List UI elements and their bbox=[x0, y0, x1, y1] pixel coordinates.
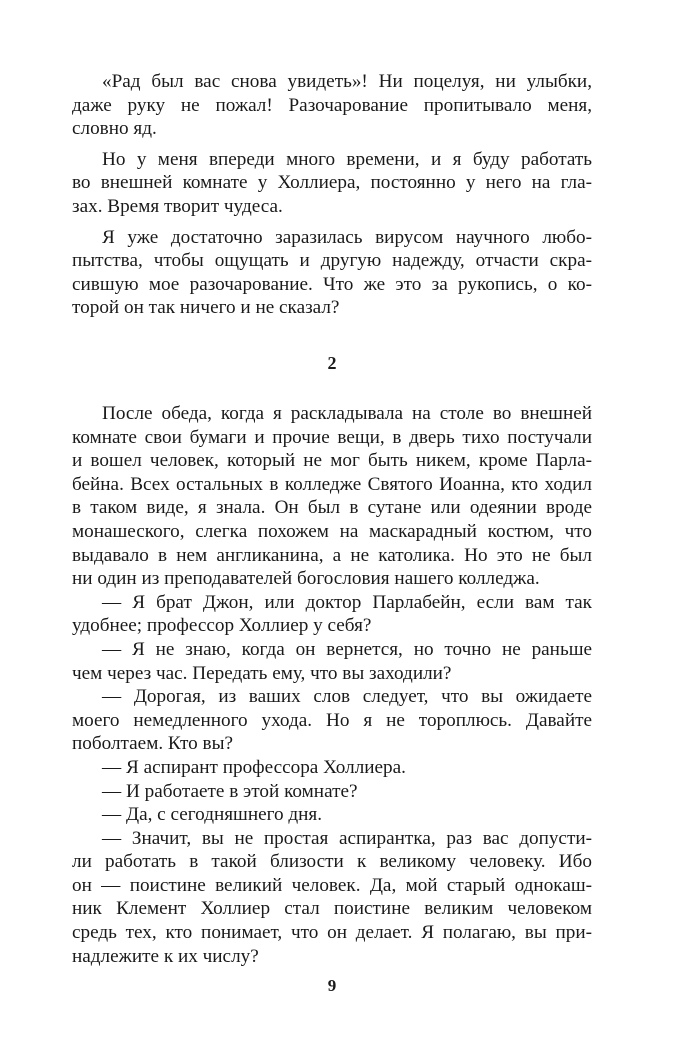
dialogue-paragraph bbox=[72, 827, 592, 969]
text-line: выдавало в нем англиканина, а не католика. Но это не был bbox=[72, 544, 592, 566]
text-line: и вошел человек, который не мог быть никем, кроме Парла- bbox=[72, 450, 592, 472]
paragraph bbox=[72, 402, 592, 591]
text-line: поболтаем. Кто вы? bbox=[72, 733, 233, 755]
text-line: бейна. Всех остальных в колледже Святого Иоанна, кто ходил bbox=[72, 473, 592, 495]
dialogue-paragraph bbox=[72, 638, 592, 685]
text-line: средь тех, кто понимает, что он делает. Я полагаю, вы при- bbox=[72, 922, 592, 944]
text-line: Я уже достаточно заразилась вирусом научного любо- bbox=[102, 226, 592, 248]
text-line: сившую мое разочарование. Что же это за рукопись, о ко- bbox=[72, 273, 592, 295]
text-line: он — поистине великий человек. Да, мой старый однокаш- bbox=[72, 874, 592, 896]
dialogue-paragraph bbox=[72, 803, 592, 827]
paragraph bbox=[72, 70, 592, 141]
text-line: даже руку не пожал! Разочарование пропитывало меня, bbox=[72, 94, 592, 116]
dialogue-paragraph bbox=[72, 591, 592, 638]
dialogue-paragraph bbox=[72, 780, 592, 804]
text-line: — Я брат Джон, или доктор Парлабейн, если вам так bbox=[102, 591, 592, 613]
text-line: — И работаете в этой комнате? bbox=[102, 780, 358, 802]
text-line: После обеда, когда я раскладывала на столе во внешней bbox=[102, 403, 592, 424]
dialogue-paragraph bbox=[72, 756, 592, 780]
text-line: в таком виде, я знала. Он был в сутане или одеянии вроде bbox=[72, 497, 592, 519]
chapter-number: 2 bbox=[327, 353, 337, 373]
text-line: комнате свои бумаги и прочие вещи, в дверь тихо постучали bbox=[72, 426, 592, 448]
text-line: пытства, чтобы ощущать и другую надежду, отчасти скра- bbox=[72, 250, 592, 272]
text-line: ник Клемент Холлиер стал поистине великим человеком bbox=[72, 898, 592, 920]
text-line: — Значит, вы не простая аспирантка, раз вас допусти- bbox=[102, 827, 592, 849]
text-line: Но у меня впереди много времени, и я буду работать bbox=[102, 148, 592, 170]
text-line: — Я аспирант профессора Холлиера. bbox=[102, 756, 406, 778]
text-line: во внешней комнате у Холлиера, постоянно у него на гла- bbox=[72, 172, 592, 194]
text-line: словно яд. bbox=[72, 118, 157, 140]
text-line: «Рад был вас снова увидеть»! Ни поцелуя, ни улыбки, bbox=[102, 71, 592, 92]
page-number: 9 bbox=[327, 976, 337, 995]
text-line: удобнее; профессор Холлиер у себя? bbox=[72, 615, 372, 637]
text-line: моего немедленного ухода. Но я не тороплюсь. Давайте bbox=[72, 709, 592, 731]
text-line: торой он так ничего и не сказал? bbox=[72, 297, 340, 319]
text-line: — Да, с сегодняшнего дня. bbox=[102, 804, 323, 826]
text-line: зах. Время творит чудеса. bbox=[72, 195, 283, 217]
paragraph bbox=[72, 148, 592, 219]
paragraph bbox=[72, 226, 592, 320]
text-line: монашеского, слегка похожем на маскарадный костюм, что bbox=[72, 520, 592, 542]
text-section-bottom bbox=[72, 402, 592, 968]
text-line: ни один из преподавателей богословия нашего колледжа. bbox=[72, 568, 540, 590]
text-line: — Я не знаю, когда он вернется, но точно не раньше bbox=[102, 638, 592, 660]
text-line: надлежите к их числу? bbox=[72, 945, 259, 967]
text-section-top bbox=[72, 70, 592, 320]
text-line: — Дорогая, из ваших слов следует, что вы ожидаете bbox=[102, 686, 592, 708]
book-page bbox=[72, 70, 592, 995]
dialogue-paragraph bbox=[72, 685, 592, 756]
text-line: чем через час. Передать ему, что вы заходили? bbox=[72, 662, 452, 684]
text-line: ли работать в такой близости к великому человеку. Ибо bbox=[72, 851, 592, 873]
